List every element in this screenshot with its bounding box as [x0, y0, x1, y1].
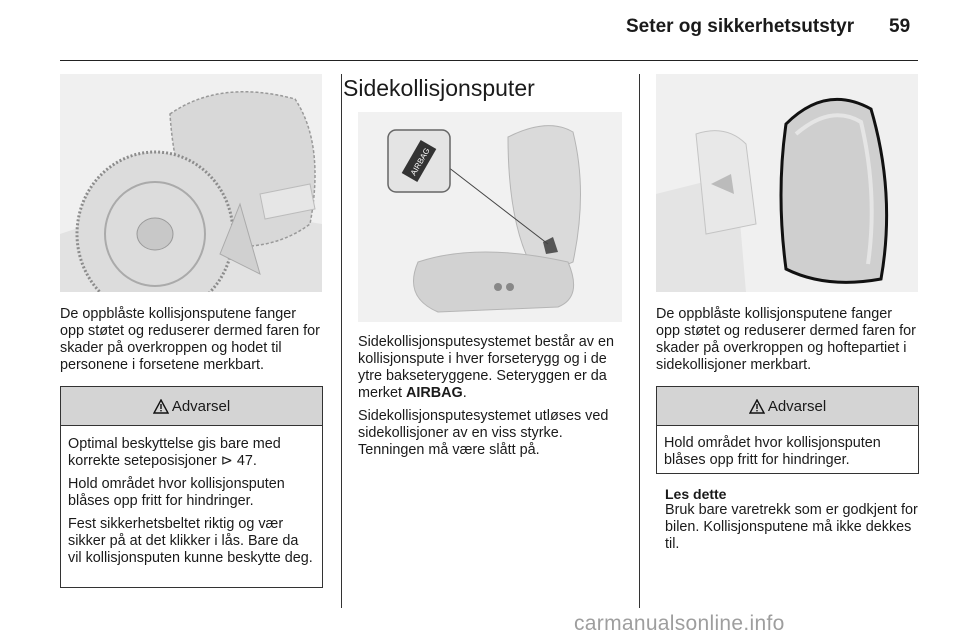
warning-box: [656, 386, 919, 474]
front-airbag-illustration: [60, 74, 322, 292]
header-title: Seter og sikkerhetsutstyr: [626, 16, 855, 37]
page-reference-link[interactable]: 47: [236, 453, 253, 469]
side-airbag-description: [358, 334, 620, 402]
warning-triangle-icon: [153, 399, 169, 414]
deployment-paragraph: Sidekollisjonsputesystemet utløses ved sidekollisjoner av en viss styrke. Tenningen må være slått på.: [358, 408, 609, 458]
description-text: .: [462, 385, 467, 401]
warning-header: [61, 387, 322, 426]
column-separator: [639, 74, 640, 608]
description-text: Sidekollisjonsputesystemet består av en kollisjonspute i hver forseterygg og i de ytre bakseteryggene. Seteryggen er da merket: [358, 334, 614, 401]
watermark: carmanualsonline.info: [574, 612, 785, 635]
warning-header: [657, 387, 918, 426]
warning-triangle-icon: [749, 399, 765, 414]
arrow-ref-icon: ⊳: [220, 453, 233, 469]
side-airbag-illustration: [656, 74, 918, 292]
warning-title: Advarsel: [767, 397, 827, 415]
note-label: Les dette: [665, 486, 727, 502]
warning-title: Advarsel: [171, 397, 231, 415]
airbag-mark-label: AIRBAG: [405, 385, 463, 401]
page-number: 59: [889, 16, 911, 37]
side-airbag-paragraph: De oppblåste kollisjonsputene fanger opp støtet og reduserer dermed faren for skader på overkroppen og hoftepartiet i sidekollisjoner merkbart.: [656, 306, 916, 373]
warning-text: Fest sikkerhetsbeltet riktig og vær sikker på at det klikker i lås. Bare da vil kollisjonsputen kunne beskytte deg.: [68, 516, 313, 566]
header-rule: [60, 60, 918, 61]
intro-paragraph: De oppblåste kollisjonsputene fanger opp støtet og reduserer dermed faren for skader på overkroppen og hodet til personene i forsetene merkbart.: [60, 306, 320, 373]
section-heading: Sidekollisjonsputer: [343, 75, 535, 101]
seat-airbag-label-illustration: [358, 112, 622, 322]
warning-text: [68, 436, 315, 470]
column-separator: [341, 74, 342, 608]
note-text: Bruk bare varetrekk som er godkjent for bilen. Kollisjonsputene må ikke dekkes til.: [665, 502, 918, 552]
warning-text-part: .: [252, 453, 257, 469]
airbag-tag: AIRBAG: [408, 146, 432, 178]
warning-text-part: Optimal beskyttelse gis bare med korrekte seteposisjoner: [68, 436, 281, 469]
warning-text: Hold området hvor kollisjonsputen blåses opp fritt for hindringer.: [68, 476, 285, 509]
warning-box: [60, 386, 323, 588]
warning-text: Hold området hvor kollisjonsputen blåses opp fritt for hindringer.: [664, 435, 881, 468]
